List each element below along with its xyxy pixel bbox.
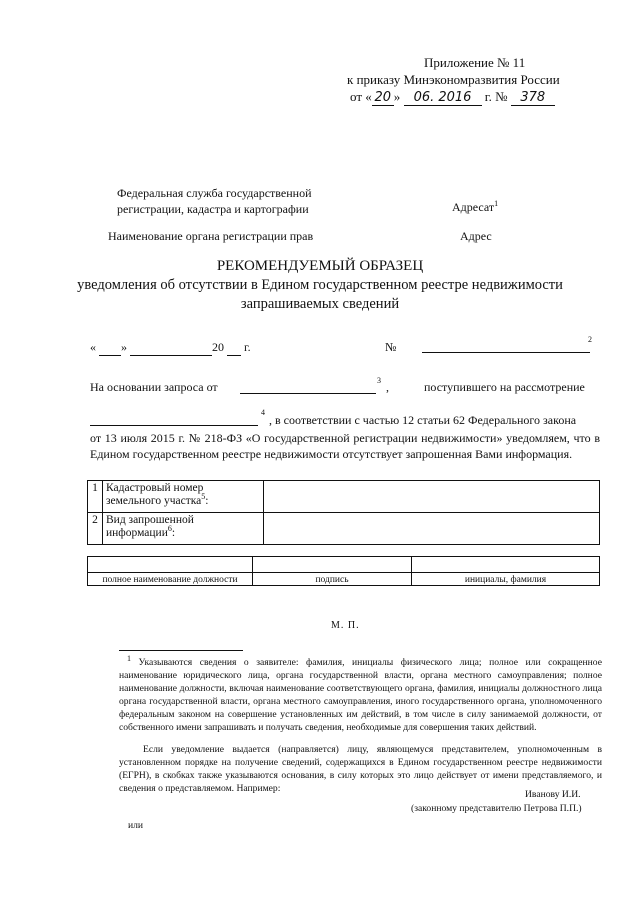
sign-caption: подпись: [253, 573, 412, 586]
table-row: [88, 481, 600, 513]
service-name-line1: Федеральная служба государственной: [117, 186, 312, 200]
doc-title-line1: РЕКОМЕНДУЕМЫЙ ОБРАЗЕЦ: [216, 258, 424, 274]
received-date-blank: [90, 425, 258, 426]
date-year-suffix: г.: [244, 340, 251, 354]
received-text: поступившего на рассмотрение: [424, 380, 585, 394]
appendix-from-prefix: от «: [350, 89, 372, 104]
info-type-suffix: :: [171, 527, 176, 539]
date-century: 20: [212, 340, 224, 354]
row-number: 1: [88, 481, 103, 513]
request-date-blank: [240, 393, 376, 394]
footnote-1-text: Указываются сведения о заявителе: фамилия, инициалы физического лица; полное или сокращенное наименование юридического лица, органа государственной власти, органа местного самоуправления; полное наименование должности, включая наименование соответствующего органа, фамилия, инициалы должностного лица органа государственной власти, органа местного самоуправления, иного государственного органа, уполномоченного федеральным законом на совершение установленных им действий, в том числе в силу занимаемой должности, от собственного имени запрашивать и получать сведения, необходимые для совершения таких действий.: [119, 657, 602, 733]
date-row: [90, 340, 251, 356]
position-cell: [88, 557, 253, 573]
footnote-1-sup: 1: [127, 653, 131, 663]
cadastral-label-b: земельного участка: [106, 495, 202, 507]
number-sup: 2: [588, 335, 592, 344]
date-month-blank: [130, 340, 212, 356]
signature-table: [87, 556, 600, 586]
row-label: [103, 481, 264, 513]
appendix-quote-close: »: [393, 89, 401, 104]
number-sign: №: [385, 340, 397, 354]
table-row: [88, 557, 600, 573]
address-label: Адрес: [460, 229, 492, 243]
number-blank: [422, 352, 590, 353]
footnote-separator: [119, 650, 243, 651]
appendix-month-year: 06. 2016: [404, 90, 482, 106]
request-comma: ,: [386, 380, 389, 394]
cadastral-label-a: Кадастровый номер: [106, 482, 204, 494]
appendix-order-line: к приказу Минэкономразвития России: [347, 72, 560, 87]
addressee-sup: 1: [494, 199, 499, 208]
doc-title-line3: запрашиваемых сведений: [240, 296, 400, 312]
date-day-blank: [99, 340, 121, 356]
date-quote-open: «: [90, 340, 96, 354]
appendix-number: 378: [511, 90, 555, 106]
request-sup3: 3: [377, 376, 381, 385]
received-sup4: 4: [261, 408, 265, 417]
info-table: [87, 480, 600, 545]
cadastral-sup: 5: [201, 492, 206, 502]
table-row: [88, 573, 600, 586]
sign-cell: [253, 557, 412, 573]
name-cell: [412, 557, 600, 573]
cadastral-suffix: :: [205, 495, 209, 507]
info-type-sup: 6: [167, 524, 172, 534]
request-prefix: На основании запроса от: [90, 380, 218, 394]
info-type-label-b: информации: [106, 527, 168, 539]
appendix-date-line: [350, 89, 555, 106]
addressee-text: Адресат: [452, 200, 495, 214]
date-quote-close: »: [121, 340, 127, 354]
name-caption: инициалы, фамилия: [412, 573, 600, 586]
footnote-or: или: [128, 820, 144, 831]
registry-label: Наименование органа регистрации прав: [108, 229, 314, 243]
date-year-blank: [227, 340, 241, 356]
row-label: [103, 513, 264, 545]
legal-basis-line: , в соответствии с частью 12 статьи 62 Федерального закона: [269, 413, 577, 427]
doc-title-line2: уведомления об отсутствии в Едином государственном реестре недвижимости: [77, 277, 563, 293]
table-row: [88, 513, 600, 545]
footnote-1: [119, 653, 602, 734]
appendix-day: 20: [372, 90, 394, 106]
stamp-label: М. П.: [331, 620, 360, 631]
notification-paragraph: от 13 июля 2015 г. № 218-ФЗ «О государственной регистрации недвижимости» уведомляем, что в Едином государственном реестре недвижимости отсутствует запрошенная Вами информация.: [90, 431, 600, 461]
appendix-year-suffix: г. №: [484, 89, 508, 104]
row-number: 2: [88, 513, 103, 545]
position-caption: полное наименование должности: [88, 573, 253, 586]
footnote-example-basis: (законному представителю Петрова П.П.): [411, 803, 582, 814]
addressee-label: [452, 200, 498, 215]
cadastral-value: [264, 481, 600, 513]
footnote-example-name: Иванову И.И.: [525, 789, 581, 800]
appendix-title: Приложение № 11: [424, 55, 526, 70]
info-type-value: [264, 513, 600, 545]
footnote-2: Если уведомление выдается (направляется) лицу, являющемуся представителем, уполномоченным в установленном порядке на получение сведений, содержащихся в Едином государственном реестре недвижимости (ЕГРН), в скобках также указываются основания, в силу которых это лицо действует от имени представляемого, и сведения о представляемом. Например:: [119, 744, 602, 794]
info-type-label-a: Вид запрошенной: [106, 514, 194, 526]
service-name-line2: регистрации, кадастра и картографии: [117, 202, 309, 216]
